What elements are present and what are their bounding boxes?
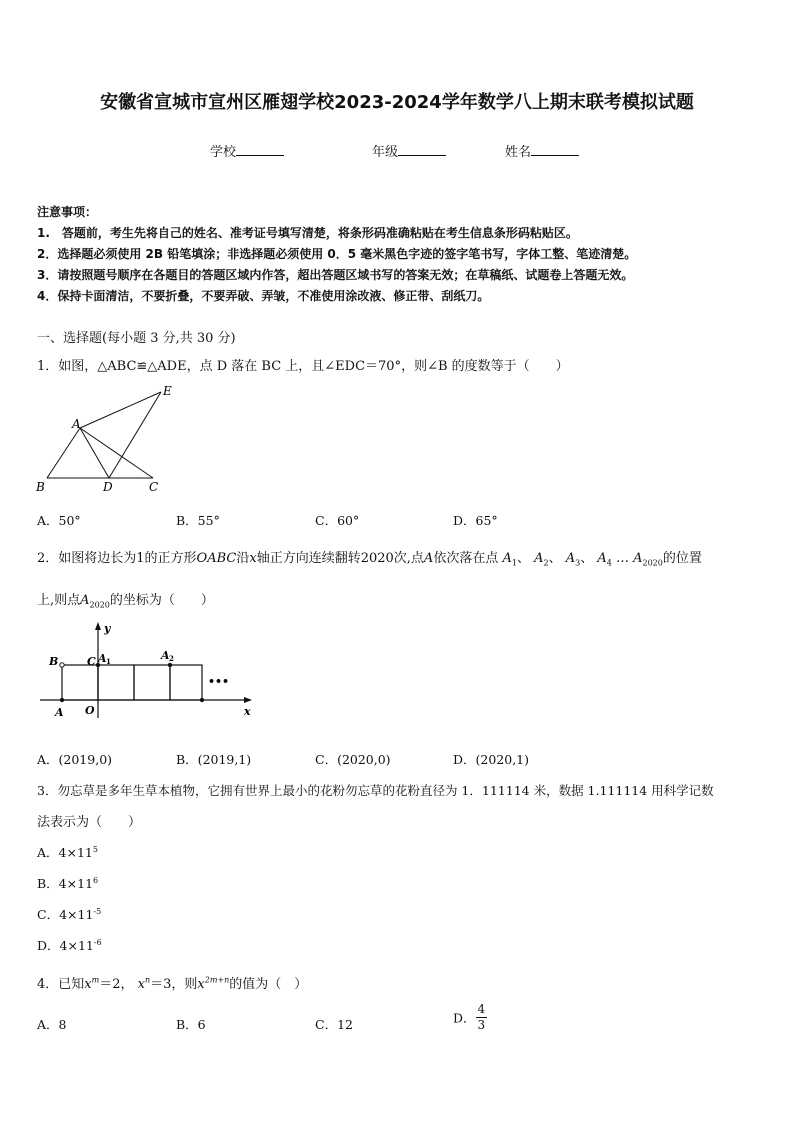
q4-text: ＝2， [99,977,134,992]
q2-sub: 3 [575,558,581,568]
q2-text: 的位置 [662,551,702,566]
q2-point: A [80,593,90,608]
q4-var: x [197,977,205,992]
q4-var: x [84,977,92,992]
label-b: B [49,655,59,668]
label-a: A [55,706,64,719]
label-a2-sub: 2 [169,654,174,663]
q2-text: 沿 [236,551,250,566]
q2-option-b[interactable]: B．(2019,1) [176,752,252,767]
q2-coordinate-figure [40,620,260,720]
school-field [210,141,284,160]
note-item: 1. 答题前，考生先将自己的姓名、准考证号填写清楚，将条形码准确粘贴在考生信息条形码粘贴区。 [37,226,578,240]
q1-option-c[interactable]: C．60° [315,513,360,528]
q2-text: 上,则点 [37,593,81,608]
grade-field [372,141,446,160]
fraction-numerator: 4 [477,1002,486,1016]
label-b: B [36,480,45,494]
q2-point: A [423,551,434,566]
label-c: C [149,480,159,494]
q1-option-a[interactable]: A．50° [37,513,81,528]
q2-option-a[interactable]: A．(2019,0) [37,752,113,767]
label-a2: A [161,649,170,662]
q3-option-c[interactable] [37,905,101,923]
page-title: 安徽省宣城市宣州区雁翅学校2023-2024学年数学八上期末联考模拟试题 [100,92,694,113]
q3-option-a-base: A．4×11 [37,845,93,860]
school-blank [236,143,284,156]
q2-sub: 2020 [642,558,663,568]
q3-option-a-exp: 5 [92,844,98,854]
q4-option-c[interactable]: C．12 [315,1017,353,1032]
q4-text: 的值为（ ） [229,977,308,992]
q3-option-c-base: C．4×11 [37,907,94,922]
q2-text: 轴正方向连续翻转2020次,点 [256,551,424,566]
q1-option-d[interactable]: D．65° [453,513,498,528]
q2-ellipsis: … [615,551,629,566]
note-item: 4．保持卡面清洁，不要折叠，不要弄破、弄皱，不准使用涂改液、修正带、刮纸刀。 [37,289,490,303]
q2-sub: 2020 [89,600,110,610]
label-a1: A [98,652,107,665]
q1-option-b[interactable]: B．55° [176,513,220,528]
question-4-text [37,973,307,992]
q2-point-a2: A [534,551,544,566]
grade-blank [398,143,446,156]
note-item: 3．请按照题号顺序在各题目的答题区域内作答，超出答题区域书写的答案无效；在草稿纸、试题卷上答题无效。 [37,268,634,282]
q4-option-a[interactable]: A．8 [37,1017,67,1032]
q2-sub: 1 [511,558,517,568]
section-heading: 一、选择题(每小题 3 分,共 30 分) [37,331,236,346]
fraction-denominator: 3 [477,1018,486,1032]
label-a: A [72,417,81,431]
q3-option-a[interactable] [37,843,98,861]
q2-text: 2．如图将边长为1的正方形 [37,551,197,566]
q4-text: ＝3，则 [150,977,198,992]
note-item: 2．选择题必须使用 2B 铅笔填涂；非选择题必须使用 0．5 毫米黑色字迹的签字笔书写，字体工整、笔迹清楚。 [37,247,637,261]
q2-text: 的坐标为（ ） [109,593,214,608]
label-e: E [163,384,172,398]
q2-point-a3: A [565,551,576,566]
q3-option-d-exp: -6 [93,937,102,947]
q4-option-d-label: D． [453,1010,476,1026]
x-axis-label: x [244,705,251,718]
notes-heading: 注意事项： [37,205,98,219]
q2-point-a4: A [597,551,607,566]
question-2-line-1: 2．如图将边长为1的正方形OABC沿x轴正方向连续翻转2020次,点A依次落在点 $A_1$、 $A_2$、 $A_3$、 $A_4$ … $A_{2020}$的位置 [37,551,702,568]
q3-option-d-base: D．4×11 [37,938,94,953]
q2-point-a2020: A [633,551,643,566]
label-o: O [85,704,95,717]
question-1-text: 1．如图，△ABC≌△ADE，点 D 落在 BC 上，且∠EDC＝70°，则∠B 的度数等于（ ） [37,359,569,374]
question-2-line-2 [37,589,214,610]
q4-option-d-fraction [476,1002,488,1033]
q2-sub: 4 [606,558,612,568]
label-d: D [103,480,113,494]
q3-option-b-exp: 6 [93,875,99,885]
q3-option-d[interactable] [37,936,102,954]
q4-option-b[interactable]: B．6 [176,1017,206,1032]
q1-triangle-figure [30,380,180,495]
q3-option-b-base: B．4×11 [37,876,94,891]
school-label: 学校 [210,145,237,160]
q2-sub: 2 [543,558,549,568]
name-field [505,141,579,160]
continuation-dots: ••• [208,675,230,688]
q4-exp: n [144,975,151,985]
q2-option-d[interactable]: D．(2020,1) [453,752,530,767]
q4-text: 4．已知 [37,977,85,992]
q4-exp: 2m+n [204,975,230,985]
q2-square-name: OABC [196,551,237,566]
label-c: C [87,655,96,668]
name-label: 姓名 [505,145,532,160]
q2-text: 依次落在点 [433,551,499,566]
q2-axis: x [249,551,257,566]
q2-option-c[interactable]: C．(2020,0) [315,752,391,767]
grade-label: 年级 [372,145,399,160]
q3-option-b[interactable] [37,874,98,892]
name-blank [531,143,579,156]
q3-option-c-exp: -5 [93,906,102,916]
q2-point-a1: A [502,551,512,566]
question-3-line-2: 法表示为（ ） [37,815,142,830]
label-a1-sub: 1 [106,657,111,666]
q4-exp: m [91,975,100,985]
q4-var: x [137,977,145,992]
q4-option-d[interactable] [453,1002,487,1033]
question-3-line-1: 3．勿忘草是多年生草本植物，它拥有世界上最小的花粉勿忘草的花粉直径为 1．111114 米，数据 1.111114 用科学记数 [37,783,714,798]
y-axis-label: y [104,622,111,635]
